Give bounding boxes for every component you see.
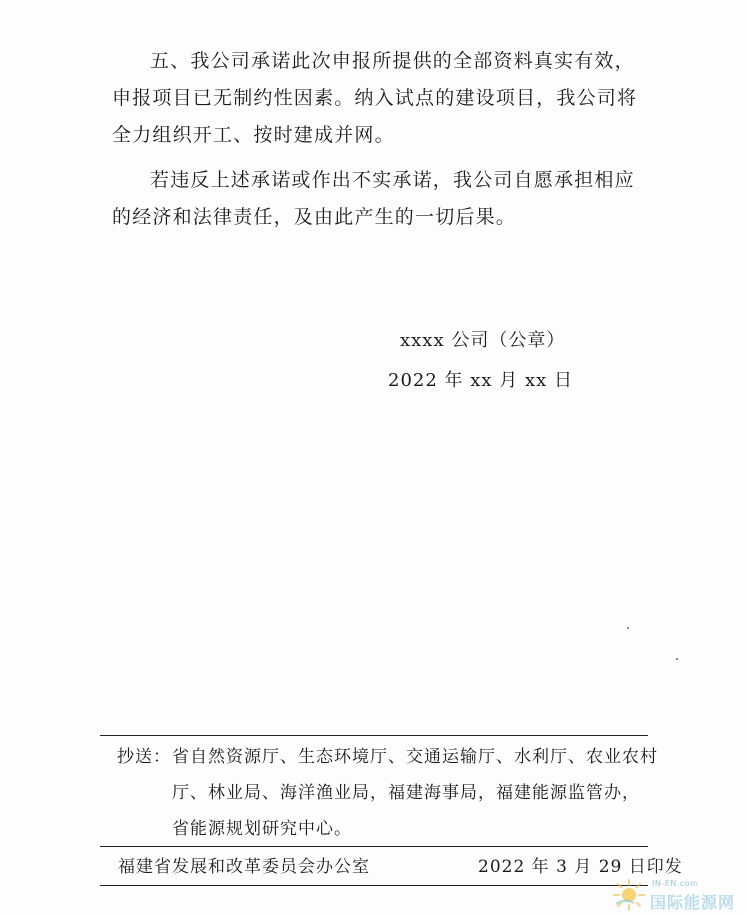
paragraph-line: 若违反上述承诺或作出不实承诺，我公司自愿承担相应 <box>150 169 635 191</box>
watermark <box>612 876 742 914</box>
footer-top-rule <box>100 735 648 736</box>
cc-label: 抄送： <box>117 747 171 767</box>
watermark-small-text: IN-EN.com <box>652 879 699 888</box>
issuing-office: 福建省发展和改革委员会办公室 <box>118 857 370 877</box>
watermark-big-text: 国际能源网 <box>650 893 736 912</box>
paragraph-line: 全力组织开工、按时建成并网。 <box>112 124 395 146</box>
paragraph-line: 五、我公司承诺此次申报所提供的全部资料真实有效， <box>150 50 635 72</box>
paragraph-line: 的经济和法律责任，及由此产生的一切后果。 <box>112 206 517 228</box>
footer-bottom-rule <box>100 885 648 886</box>
cc-recipients-line: 省能源规划研究中心。 <box>172 819 352 839</box>
paragraph-line: 申报项目已无制约性因素。纳入试点的建设项目，我公司将 <box>112 87 638 109</box>
cc-recipients-line: 省自然资源厅、生态环境厅、交通运输厅、水利厅、农业农村 <box>172 747 658 767</box>
signature-company-seal: xxxx 公司（公章） <box>400 330 566 351</box>
footer-middle-rule <box>100 846 648 847</box>
cc-recipients-line: 厅、林业局、海洋渔业局，福建海事局，福建能源监管办， <box>172 783 640 803</box>
commitment-paragraph-5 <box>112 43 642 154</box>
scan-speck <box>627 627 629 629</box>
signature-date: 2022 年 xx 月 xx 日 <box>388 370 574 391</box>
scan-speck <box>676 658 678 660</box>
liability-paragraph <box>112 162 642 236</box>
sun-logo-icon <box>612 878 646 912</box>
print-date: 2022 年 3 月 29 日印发 <box>478 857 683 877</box>
